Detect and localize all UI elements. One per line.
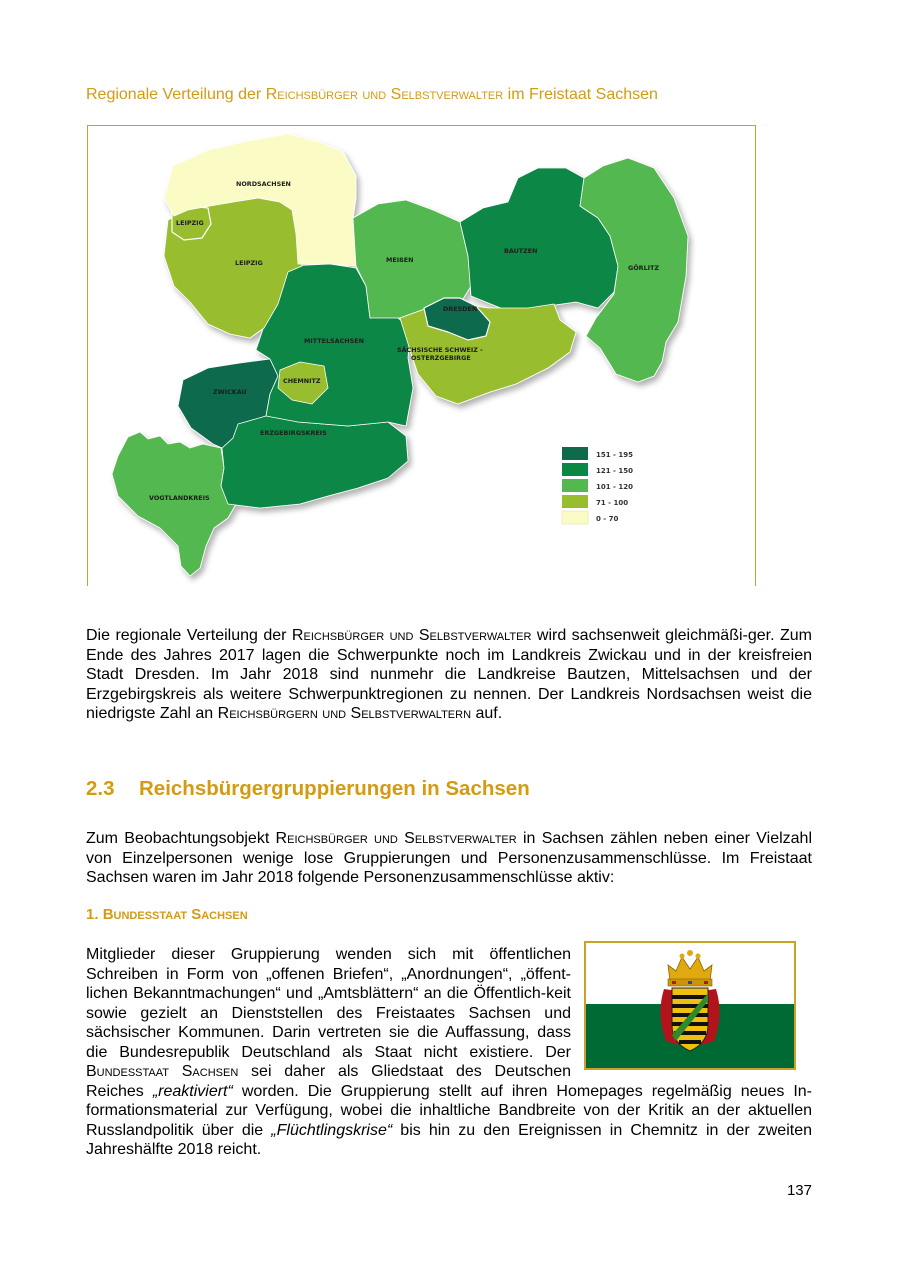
label-leipzig-city: LEIPZIG	[176, 219, 204, 227]
map-legend	[562, 447, 633, 524]
legend-label: 71 - 100	[596, 499, 629, 507]
legend-label: 0 - 70	[596, 515, 619, 523]
legend-label: 101 - 120	[596, 483, 634, 491]
legend-label: 121 - 150	[596, 467, 634, 475]
label-mittelsachsen: MITTELSACHSEN	[304, 337, 364, 345]
label-meissen: MEIßEN	[386, 256, 414, 264]
label-goerlitz: GÖRLITZ	[628, 264, 660, 272]
label-chemnitz: CHEMNITZ	[283, 377, 321, 385]
label-ssoe-line1: SÄCHSISCHE SCHWEIZ -	[397, 346, 483, 354]
saxony-map-figure	[87, 125, 756, 586]
page-number: 137	[786, 1182, 812, 1199]
map-caption: Regionale Verteilung der Reichsbürger und Selbstverwalter im Freistaat Sachsen	[86, 86, 658, 103]
label-erzgebirgskreis: ERZGEBIRGSKREIS	[260, 429, 327, 437]
label-leipzig: LEIPZIG	[235, 259, 263, 267]
section-number: 2.3	[86, 777, 115, 800]
legend-swatch	[562, 479, 588, 492]
legend-label: 151 - 195	[596, 451, 634, 459]
label-nordsachsen: NORDSACHSEN	[236, 180, 291, 188]
section-title: Reichsbürgergruppierungen in Sachsen	[139, 777, 530, 800]
legend-swatch	[562, 463, 588, 476]
paragraph-groupings-intro: Zum Beobachtungsobjekt Reichsbürger und Selbstverwalter in Sachsen zählen neben einer Vielzahl von Einzelpersonen wenige lose Gruppierungen und Personenzusammenschlüsse. Im Freistaat Sachsen waren im Jahr 2018 folgende Personenzusammenschlüsse aktiv:	[86, 830, 812, 886]
label-dresden: DRESDEN	[443, 305, 478, 313]
label-ssoe-line2: OSTERZGEBIRGE	[411, 354, 471, 362]
paragraph-regional-distribution: Die regionale Verteilung der Reichsbürger und Selbstverwalter wird sachsenweit gleichmäßi-ger. Zum Ende des Jahres 2017 lagen die Schwerpunkte noch im Landkreis Zwickau und in der kreisfreien Stadt Dresden. Im Jahr 2018 sind nunmehr die Landkreise Bautzen, Mittelsachsen und der Erzgebirgskreis als weitere Schwerpunktregionen zu nennen. Der Landkreis Nordsachsen weist die niedrigste Zahl an Reichsbürgern und Selbstverwaltern auf.	[86, 627, 812, 722]
legend-swatch	[562, 447, 588, 460]
legend-swatch	[562, 511, 588, 524]
label-vogtlandkreis: VOGTLANDKREIS	[149, 494, 210, 502]
saxony-district-map	[88, 126, 756, 586]
subheading-bundesstaat-sachsen: 1. Bundesstaat Sachsen	[86, 906, 248, 923]
section-heading	[86, 777, 530, 801]
saxony-flag-image	[584, 941, 796, 1070]
coat-of-arms-icon	[586, 943, 794, 1068]
paragraph-bundesstaat-sachsen: Mitglieder dieser Gruppierung wenden sich mit öffentlichen Schreiben in Form von „offenen Briefen“, „Anordnungen“, „öffent-lichen Bekanntmachungen“ und „Amtsblättern“ an die Öffentlich-keit sowie gezielt an Dienststellen des Freistaates Sachsen und sächsischer Kommunen. Darin vertreten sie die Auffassung, dass die Bundesrepublik Deutschland als Staat nicht existiere. Der Bundesstaat Sachsen sei daher als Gliedstaat des Deutschen Reiches „reaktiviert“ worden. Die Gruppierung stellt auf ihren Homepages regelmäßig neues In-formationsmaterial zur Verfügung, wobei die inhaltliche Bandbreite von der Kritik an der aktuellen Russlandpolitik über die „Flüchtlingskrise“ bis hin zu den Ereignissen in Chemnitz in der zweiten Jahreshälfte 2018 reicht.	[86, 945, 812, 1160]
legend-swatch	[562, 495, 588, 508]
label-bautzen: BAUTZEN	[504, 247, 538, 255]
region-vogtlandkreis	[112, 432, 236, 576]
label-zwickau: ZWICKAU	[213, 388, 247, 396]
